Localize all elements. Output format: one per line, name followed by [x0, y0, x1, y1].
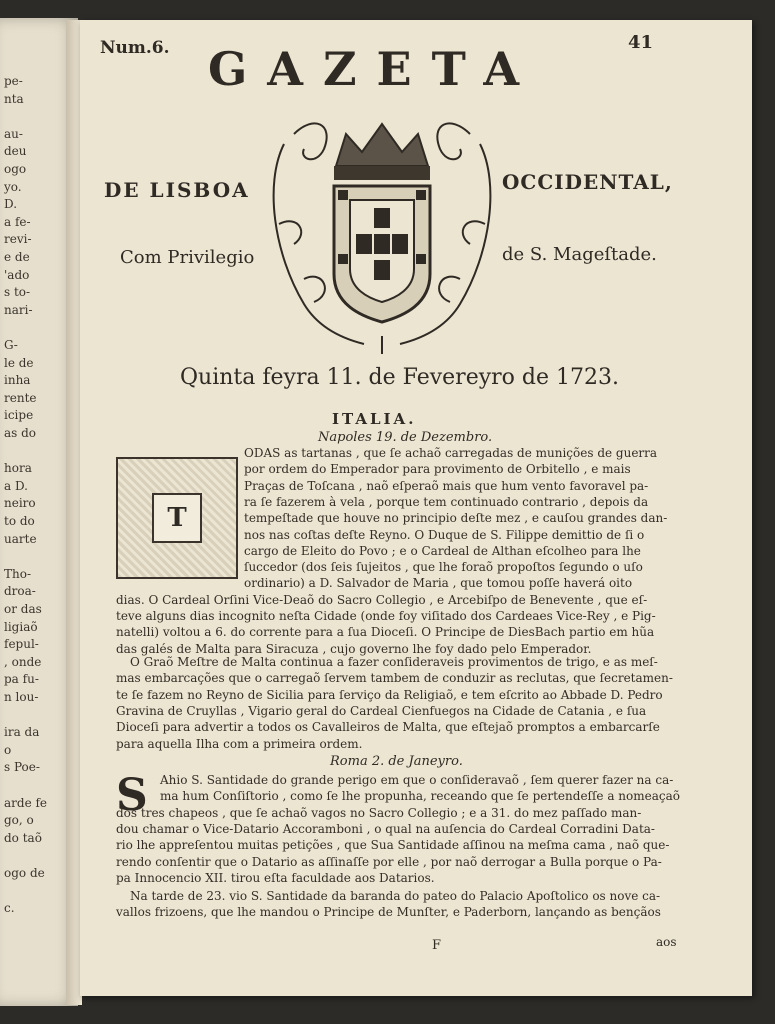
- text-line: ordinario) a D. Salvador de Maria , que tomou poſſe haverá oito: [244, 576, 633, 591]
- masthead-occidental: OCCIDENTAL,: [502, 170, 673, 194]
- masthead-title: GAZETA: [208, 42, 540, 96]
- left-page-text-fragment: D.: [4, 197, 18, 212]
- left-page-text-fragment: or das: [4, 602, 42, 616]
- text-line: Dioceſi para advertir a todos os Cavalleiros de Malta, que eſtejaõ promptos a embarcarſe: [116, 720, 660, 735]
- initial-letter: T: [152, 493, 202, 543]
- left-page-text-fragment: neiro: [4, 496, 36, 511]
- text-line: Gravina de Cruyllas , Vigario geral do Cardeal Cienfuegos na Cidade de Catania , e ſua: [116, 703, 647, 718]
- text-line: mas embarcações que o carregaõ ſervem tambem de conduzir as reclutas, que ſecretamen-: [116, 671, 673, 686]
- left-page-text-fragment: ogo de: [4, 866, 45, 880]
- left-page-text-fragment: fepul-: [4, 637, 39, 652]
- left-page-text-fragment: e de: [4, 250, 30, 264]
- text-line: das galés de Malta para Siracuza , cujo governo lhe foy dado pelo Emperador.: [116, 641, 592, 656]
- left-page-text-fragment: ligiaõ: [4, 619, 38, 634]
- left-page-text-fragment: pa fu-: [4, 672, 39, 687]
- left-page-text-fragment: rente: [4, 390, 37, 405]
- text-line: rendo conſentir que o Datario as aſſinaſſe por elle , por naõ derrogar a Bulla porque o Pa-: [116, 854, 662, 869]
- text-line: rio lhe appreſentou muitas petições , que Sua Santidade aſſinou na meſma cama , naõ que-: [116, 838, 670, 853]
- left-page-text-fragment: nta: [4, 91, 24, 106]
- magestade-text: de S. Mageſtade.: [502, 244, 657, 265]
- left-page-text-fragment: go, o: [4, 813, 34, 828]
- text-line: ra ſe fazerem à vela , porque tem continuado contrario , depois da: [244, 494, 649, 509]
- text-line: Ahio S. Santidade do grande perigo em que o conſideravaõ , ſem querer fazer na ca-: [160, 773, 674, 787]
- text-line: dos tres chapeos , que ſe achaõ vagos no Sacro Collegio ; e a 31. do mez paſſado man-: [116, 805, 642, 820]
- initial-letter-s: S: [116, 770, 148, 821]
- masthead-de-lisboa: DE LISBOA: [104, 178, 250, 202]
- text-line: para aquella Ilha com a primeira ordem.: [116, 736, 363, 751]
- left-page-text-fragment: n lou-: [4, 690, 39, 704]
- signature-mark: F: [432, 938, 442, 953]
- left-page-text-fragment: s Poe-: [4, 760, 40, 775]
- left-page-text-fragment: inha: [4, 373, 31, 388]
- left-page-text-fragment: droa-: [4, 584, 36, 599]
- text-line: te ſe fazem no Reyno de Sicilia para ſerviço da Religiaõ, e tem eſcrito ao Abbade D. Pedro: [116, 687, 663, 702]
- issue-number: Num.6.: [100, 38, 170, 58]
- left-page-text-fragment: hora: [4, 461, 32, 476]
- left-page-text-fragment: yo.: [4, 179, 22, 194]
- left-page-text-fragment: , onde: [4, 654, 42, 669]
- left-page-text-fragment: au-: [4, 126, 23, 141]
- left-page-text-fragment: icipe: [4, 408, 34, 423]
- left-page-text-fragment: a D.: [4, 478, 28, 493]
- left-page-text-fragment: ogo: [4, 162, 27, 176]
- text-line: Praças de Toſcana , naõ eſperaõ mais que hum vento favoravel pa-: [244, 478, 649, 493]
- text-line: dias. O Cardeal Orſini Vice-Deaõ do Sacro Collegio , e Arcebiſpo de Benevente , que eſ-: [116, 592, 648, 607]
- left-page-text-fragment: 'ado: [4, 267, 30, 282]
- left-page-text-fragment: nari-: [4, 302, 33, 317]
- text-line: vallos frizoens, que lhe mandou o Principe de Munſter, e Paderborn, lançando as bençãos: [116, 905, 661, 920]
- royal-coat-of-arms-icon: [264, 104, 500, 354]
- left-page-text-fragment: s to-: [4, 285, 31, 300]
- left-page-text-fragment: ira da: [4, 725, 40, 740]
- dateline-napoles: Napoles 19. de Dezembro.: [318, 430, 493, 445]
- text-line: nos nas coſtas deſte Reyno. O Duque de S. Filippe demittio de ſi o: [244, 527, 645, 542]
- left-page-text-fragment: to do: [4, 514, 35, 528]
- text-line: natelli) voltou a 6. do corrente para a ſua Dioceſi. O Principe de DiesBach partio em hũa: [116, 625, 655, 640]
- left-page-text-fragment: pe-: [4, 74, 23, 88]
- text-line: pa Innocencio XII. tirou eſta faculdade aos Datarios.: [116, 870, 435, 885]
- dateline-roma: Roma 2. de Janeyro.: [330, 754, 463, 769]
- left-page-text-fragment: do taõ: [4, 830, 42, 845]
- issue-date: Quinta feyra 11. de Fevereyro de 1723.: [180, 365, 619, 390]
- privilege-text: Com Privilegio: [120, 247, 255, 268]
- text-line: O Graõ Meſtre de Malta continua a fazer conſideraveis provimentos de trigo, e as meſ-: [130, 655, 658, 669]
- left-page-text-fragment: a fe-: [4, 214, 31, 229]
- gazette-page: [80, 20, 752, 996]
- section-heading: ITALIA.: [332, 410, 417, 428]
- left-page-text-fragment: arde fe: [4, 795, 48, 810]
- text-line: Na tarde de 23. vio S. Santidade da baranda do pateo do Palacio Apoſtolico os nove ca-: [130, 889, 661, 903]
- left-page-text-fragment: deu: [4, 144, 27, 159]
- text-line: teve alguns dias incognito neſta Cidade (onde foy viſitado dos Cardeaes Vice-Rey , e Pig-: [116, 609, 656, 623]
- left-page-text-fragment: as do: [4, 426, 37, 440]
- left-page-text-fragment: o: [4, 742, 12, 757]
- text-line: cargo de Eleito do Povo ; e o Cardeal de Althan eſcolheo para lhe: [244, 543, 641, 558]
- text-line: tempeſtade que houve no principio deſte mez , e cauſou grandes dan-: [244, 511, 668, 526]
- left-page-text-fragment: revi-: [4, 232, 32, 247]
- left-page-text-fragment: c.: [4, 901, 15, 916]
- left-page-text-fragment: G-: [4, 338, 18, 352]
- text-line: por ordem do Emperador para provimento de Orbitello , e mais: [244, 462, 631, 477]
- text-line: ma hum Conſiſtorio , como ſe lhe propunha, receando que ſe pertendeſſe a nomeaçaõ: [160, 789, 680, 804]
- text-line: dou chamar o Vice-Datario Accoramboni , o qual na auſencia do Cardeal Corradini Data-: [116, 821, 655, 836]
- left-page-text-fragment: Tho-: [4, 566, 32, 581]
- text-line: ODAS as tartanas , que ſe achaõ carregadas de munições de guerra: [244, 446, 658, 460]
- catchword: aos: [656, 935, 677, 949]
- page-number: 41: [628, 32, 654, 53]
- text-line: ſuccedor (dos ſeis ſujeitos , que lhe foraõ propoſtos ſegundo o uſo: [244, 560, 643, 575]
- left-page-text-fragment: le de: [4, 355, 34, 370]
- left-page-text-fragment: uarte: [4, 531, 37, 546]
- ornamental-initial: [116, 457, 238, 579]
